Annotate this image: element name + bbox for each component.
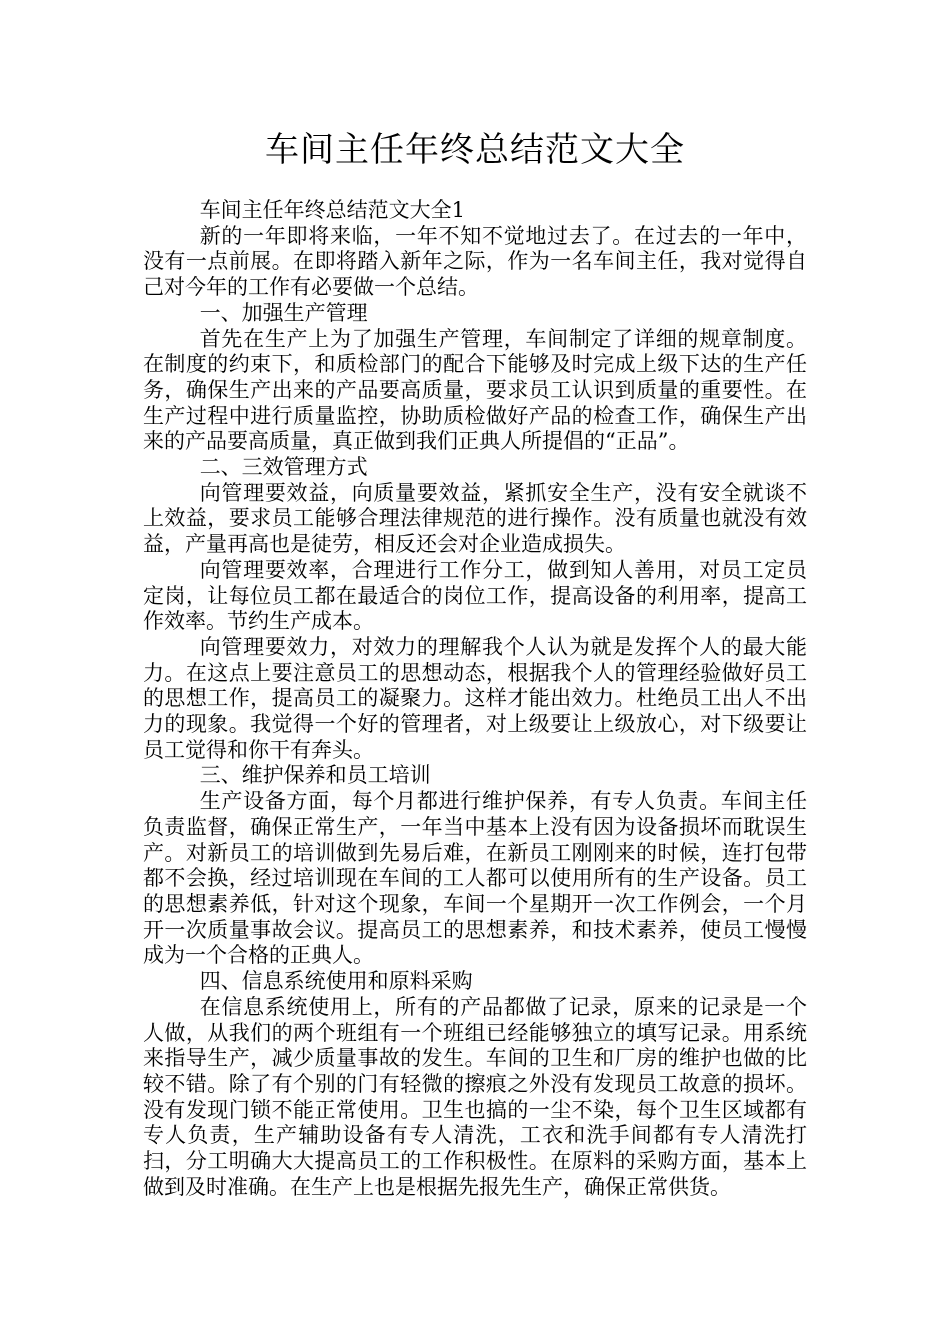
paragraph-intro: 新的一年即将来临，一年不知不觉地过去了。在过去的一年中，没有一点前展。在即将踏入新年之际，作为一名车间主任，我对觉得自己对今年的工作有必要做一个总结。 bbox=[143, 223, 807, 300]
section-heading-production: 一、加强生产管理 bbox=[199, 300, 368, 325]
document-title: 车间主任年终总结范文大全 bbox=[265, 130, 685, 170]
section-heading-management: 二、三效管理方式 bbox=[199, 455, 368, 480]
section-heading-maintenance: 三、维护保养和员工培训 bbox=[199, 763, 431, 788]
paragraph-information: 在信息系统使用上，所有的产品都做了记录，原来的记录是一个人做，从我们的两个班组有一个班组已经能够独立的填写记录。用系统来指导生产，减少质量事故的发生。车间的卫生和厂房的维护也做的比较不错。除了有个别的门有轻微的擦痕之外没有发现员工故意的损坏。没有发现门锁不能正常使用。卫生也搞的一尘不染，每个卫生区域都有专人负责，生产辅助设备有专人清洗，工衣和洗手间都有专人清洗打扫，分工明确大大提高员工的工作积极性。在原料的采购方面，基本上做到及时准确。在生产上也是根据先报先生产，确保正常供货。 bbox=[143, 994, 807, 1199]
paragraph-efficiency: 向管理要效率，合理进行工作分工，做到知人善用，对员工定员定岗，让每位员工都在最适合的岗位工作，提高设备的利用率，提高工作效率。节约生产成本。 bbox=[143, 557, 807, 634]
paragraph-production: 首先在生产上为了加强生产管理，车间制定了详细的规章制度。在制度的约束下，和质检部门的配合下能够及时完成上级下达的生产任务，确保生产出来的产品要高质量，要求员工认识到质量的重要性。在生产过程中进行质量监控，协助质检做好产品的检查工作，确保生产出来的产品要高质量，真正做到我们正典人所提倡的“正品”。 bbox=[143, 326, 807, 454]
section-heading-information: 四、信息系统使用和原料采购 bbox=[199, 969, 473, 994]
paragraph-maintenance: 生产设备方面，每个月都进行维护保养，有专人负责。车间主任负责监督，确保正常生产，一年当中基本上没有因为设备损坏而耽误生产。对新员工的培训做到先易后难，在新员工刚刚来的时候，连打包带都不会换，经过培训现在车间的工人都可以使用所有的生产设备。员工的思想素养低，针对这个现象，车间一个星期开一次工作例会，一个月开一次质量事故会议。提高员工的思想素养，和技术素养，使员工慢慢成为一个合格的正典人。 bbox=[143, 789, 807, 968]
paragraph-effectiveness: 向管理要效力，对效力的理解我个人认为就是发挥个人的最大能力。在这点上要注意员工的思想动态，根据我个人的管理经验做好员工的思想工作，提高员工的凝聚力。这样才能出效力。杜绝员工出人不出力的现象。我觉得一个好的管理者，对上级要让上级放心，对下级要让员工觉得和你干有奔头。 bbox=[143, 634, 807, 762]
section-heading-1: 车间主任年终总结范文大全1 bbox=[199, 198, 466, 222]
paragraph-benefit: 向管理要效益，向质量要效益，紧抓安全生产，没有安全就谈不上效益，要求员工能够合理法律规范的进行操作。没有质量也就没有效益，产量再高也是徒劳，相反还会对企业造成损失。 bbox=[143, 480, 807, 557]
document-body bbox=[143, 198, 807, 1200]
